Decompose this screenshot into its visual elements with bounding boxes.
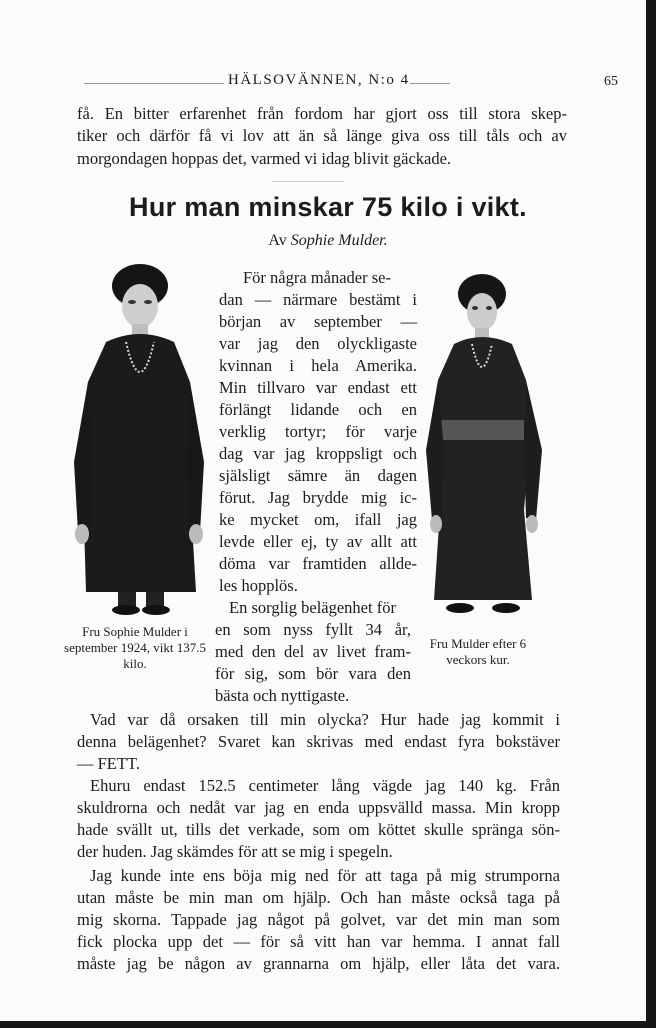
page-edge-right [646, 0, 656, 1028]
running-head [0, 72, 656, 94]
column-line: ke mycket om, ifall jag [219, 510, 417, 529]
column-line: bästa och nyttigaste. [215, 686, 350, 705]
body-line: fick plocka upp det — för så vitt han var hemma. I annat fall [77, 932, 560, 951]
section-divider [272, 181, 344, 182]
column-line: Min tillvaro var endast ett [219, 378, 417, 397]
author-name: Sophie Mulder. [290, 232, 388, 249]
running-title: HÄLSOVÄNNEN, N:o 4 [228, 72, 410, 88]
column-line: För några månader se- [243, 268, 391, 287]
column-line: förlängt lidande och en [219, 400, 417, 419]
column-line: kvinnan i hela Amerika. [219, 356, 417, 375]
photo-after-caption: Fru Mulder efter 6 veckors kur. [429, 636, 527, 667]
byline-prefix: Av [268, 232, 287, 249]
body-line: denna belägenhet? Svaret kan skrivas med endast fyra bokstäver [77, 732, 560, 751]
body-line: Vad var då orsaken till min olycka? Hur hade jag kommit i [90, 710, 560, 729]
column-line: döma var framtiden allde- [219, 554, 417, 573]
photo-before-caption: Fru Sophie Mulder i september 1924, vikt 137.5 kilo. [64, 624, 206, 671]
photo-after [420, 270, 550, 620]
column-line: förut. Jag brydde mig ic- [219, 488, 417, 507]
column-line: med den del av livet fram- [215, 642, 411, 661]
column-line: levde eller ej, ty av allt att [219, 532, 417, 551]
photo-before [66, 262, 212, 620]
body-line: hade svällt ut, tills det verkade, som om köttet skulle spränga sön- [77, 820, 560, 839]
column-line: för sig, som bör vara den [215, 664, 411, 683]
running-head-rule-left [84, 83, 224, 84]
page-number: 65 [604, 74, 618, 89]
page-edge-bottom [0, 1021, 656, 1028]
body-line: måste jag be någon av grannarna om hjälp, eller låta det vara. [77, 954, 560, 973]
column-line: En sorglig belägenhet för [229, 598, 396, 617]
column-line: dag var jag kroppsligt och [219, 444, 417, 463]
running-head-rule-right [410, 83, 450, 84]
body-line: Jag kunde inte ens böja mig ned för att taga på mig strumporna [90, 866, 560, 885]
body-line: der huden. Jag skämdes för att se mig i spegeln. [77, 842, 393, 861]
body-line: Ehuru endast 152.5 centimeter lång vägde jag 140 kg. Från [90, 776, 560, 795]
body-line: — FETT. [77, 754, 140, 773]
body-line: mig skorna. Tappade jag något på golvet, var det min man som [77, 910, 560, 929]
article-title: Hur man minskar 75 kilo i vikt. [129, 192, 527, 222]
column-line: en som nyss fyllt 34 år, [215, 620, 411, 639]
column-line: själsligt sämre än dagen [219, 466, 417, 485]
intro-line: morgondagen hoppas det, varmed vi idag blivit gäckade. [77, 149, 452, 168]
intro-line: få. En bitter erfarenhet från fordom har gjort oss till stora skep- [77, 104, 567, 123]
column-line: les hopplös. [219, 576, 298, 595]
column-line: var jag den olyckligaste [219, 334, 417, 353]
intro-line: tiker och därför få vi lov att än så länge giva oss till tåls och av [77, 126, 567, 145]
column-line: början av september — [219, 312, 417, 331]
column-line: verklig tortyr; för varje [219, 422, 417, 441]
column-line: dan — närmare bestämt i [219, 290, 417, 309]
byline [0, 232, 656, 250]
body-line: skuldrorna och nedåt var jag en enda uppsvälld massa. Min kropp [77, 798, 560, 817]
body-line: utan måste be min man om hjälp. Och han måste också taga på [77, 888, 560, 907]
